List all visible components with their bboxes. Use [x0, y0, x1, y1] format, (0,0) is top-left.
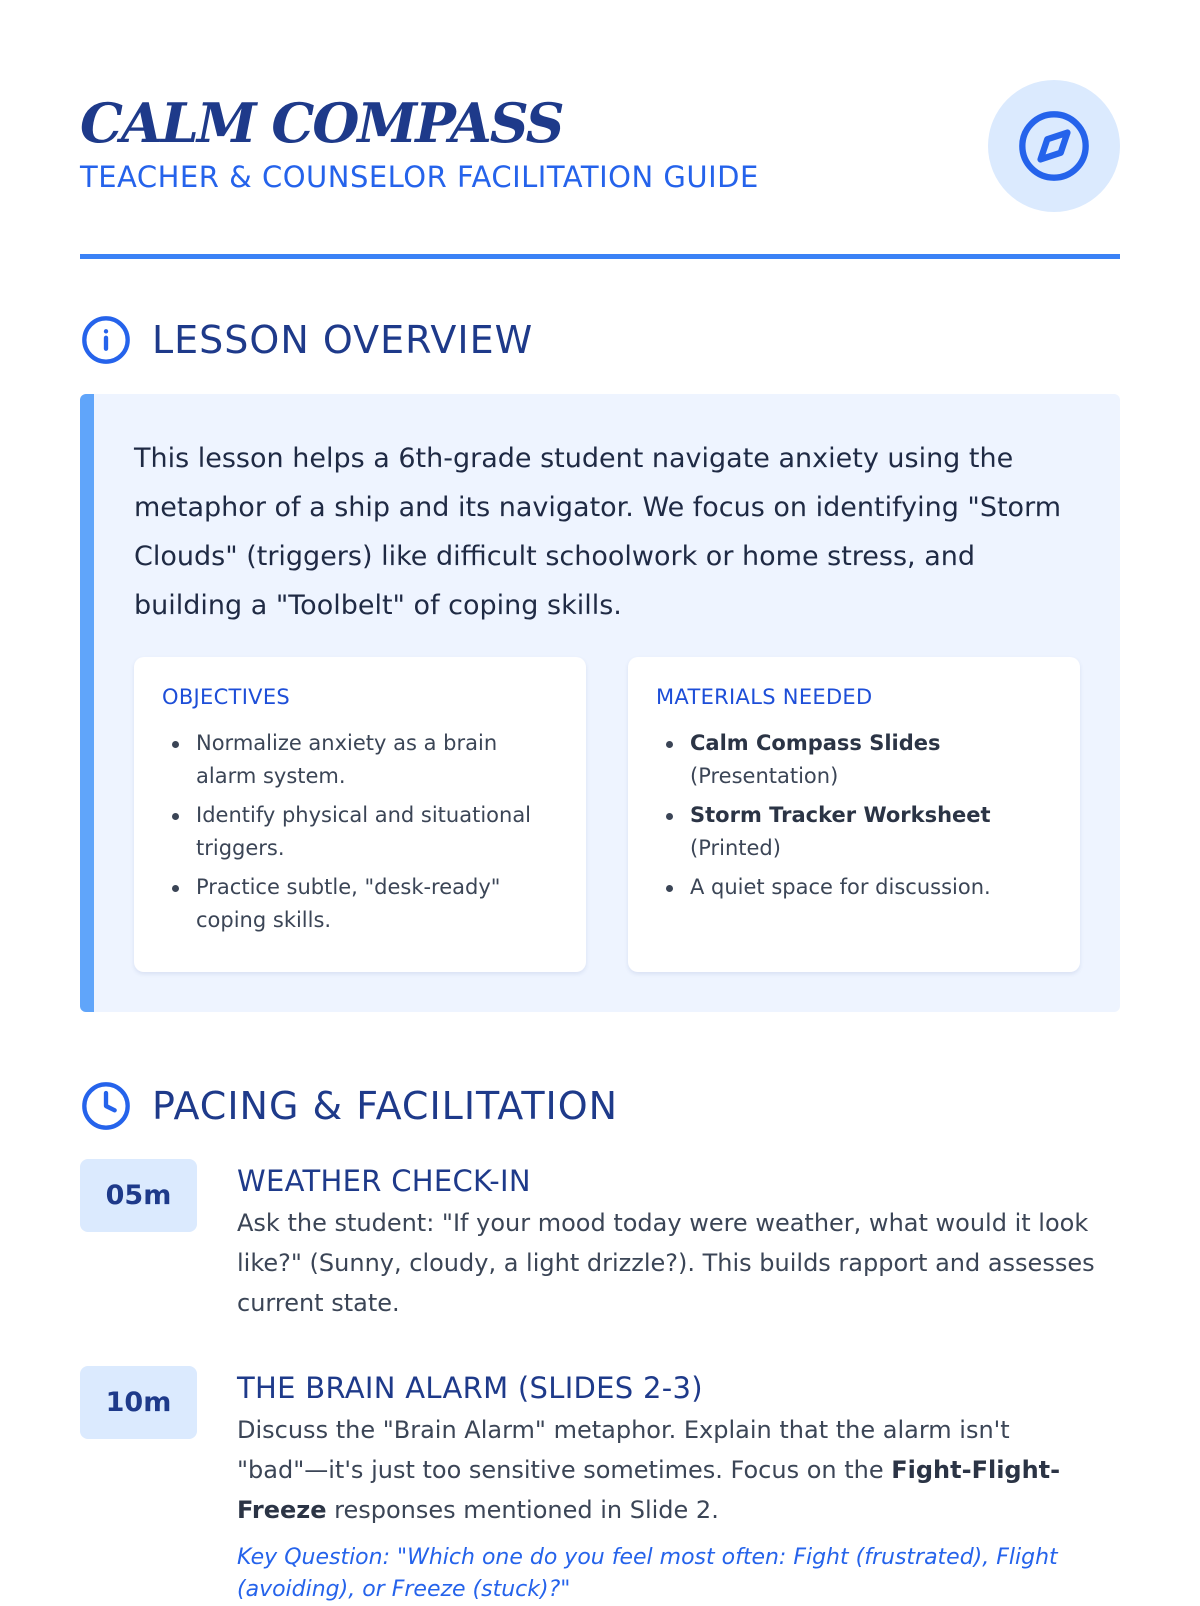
- material-note: A quiet space for discussion.: [690, 875, 991, 899]
- objective-item: Practice subtle, "desk-ready" coping skills.: [162, 871, 560, 937]
- materials-title: MATERIALS NEEDED: [656, 685, 873, 709]
- material-item: [656, 799, 1054, 865]
- step-title: THE BRAIN ALARM (SLIDES 2-3): [237, 1371, 703, 1405]
- header-divider: [80, 254, 1120, 259]
- objectives-card: [134, 657, 586, 972]
- document-title: CALM COMPASS: [80, 91, 563, 155]
- objective-item: Identify physical and situational triggers.: [162, 799, 560, 865]
- clock-icon: [80, 1080, 132, 1132]
- section-heading-overview: [80, 314, 533, 366]
- material-note: (Presentation): [690, 764, 839, 788]
- objectives-title: OBJECTIVES: [162, 685, 291, 709]
- material-note: (Printed): [690, 836, 781, 860]
- document-header: [80, 80, 1120, 260]
- materials-list: [656, 727, 1054, 904]
- material-item: [656, 871, 1054, 904]
- overview-panel: [80, 394, 1120, 1012]
- objectives-list: [162, 727, 560, 937]
- material-name: Storm Tracker Worksheet: [690, 803, 991, 827]
- compass-icon: [1016, 108, 1092, 184]
- logo-badge: [988, 80, 1120, 212]
- step-description: Discuss the "Brain Alarm" metaphor. Explain that the alarm isn't "bad"—it's just too sensitive sometimes. Focus on the Fight-Flight-Freeze responses mentioned in Slide 2.: [237, 1416, 1061, 1524]
- key-question: Key Question: "Which one do you feel most often: Fight (frustrated), Flight (avoiding), or Freeze (stuck)?": [237, 1545, 1058, 1602]
- emphasis-term: Fight-Flight-Freeze: [237, 1456, 1061, 1524]
- material-item: [656, 727, 1054, 793]
- section-title: LESSON OVERVIEW: [152, 318, 534, 362]
- section-heading-pacing: [80, 1080, 618, 1132]
- time-badge: 10m: [80, 1366, 197, 1439]
- materials-card: [628, 657, 1080, 972]
- material-name: Calm Compass Slides: [690, 731, 941, 755]
- document-subtitle: TEACHER & COUNSELOR FACILITATION GUIDE: [80, 160, 759, 194]
- info-icon: [80, 314, 132, 366]
- step-description: Ask the student: "If your mood today were weather, what would it look like?" (Sunny, cloudy, a light drizzle?). This builds rapport and assesses current state.: [237, 1209, 1095, 1317]
- overview-intro: This lesson helps a 6th-grade student navigate anxiety using the metaphor of a ship and its navigator. We focus on identifying "Storm Clouds" (triggers) like difficult schoolwork or home stress, and building a "Toolbelt" of coping skills.: [134, 443, 1062, 621]
- time-badge: 05m: [80, 1159, 197, 1232]
- step-title: WEATHER CHECK-IN: [237, 1164, 531, 1198]
- section-title: PACING & FACILITATION: [152, 1084, 619, 1128]
- objective-item: Normalize anxiety as a brain alarm system.: [162, 727, 560, 793]
